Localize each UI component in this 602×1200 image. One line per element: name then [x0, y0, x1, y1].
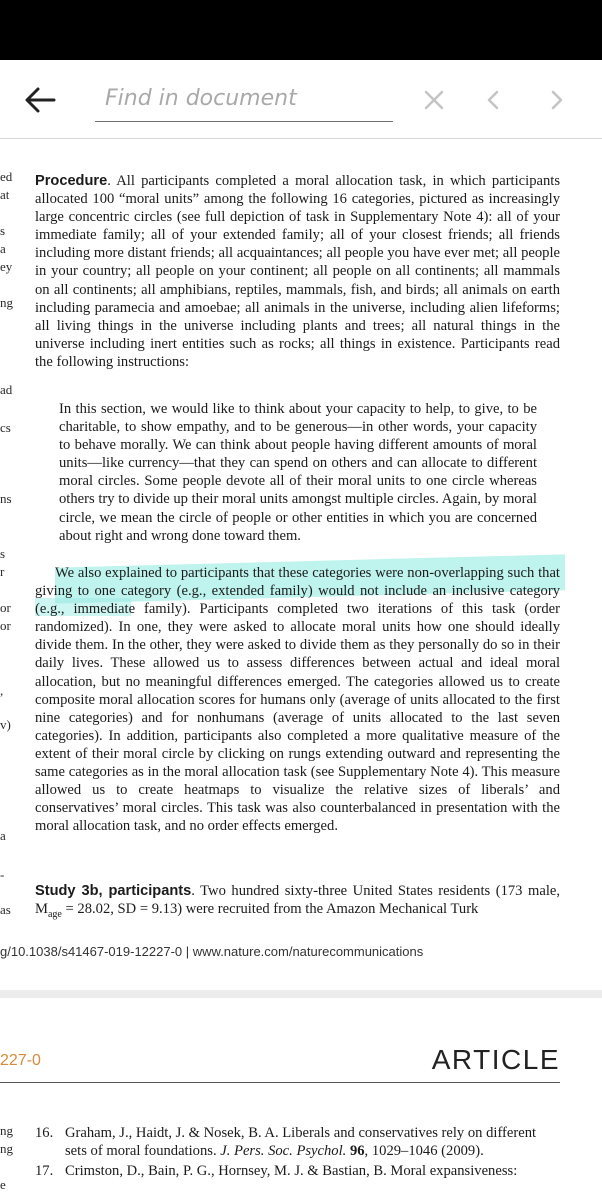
margin-fragment: ey — [0, 259, 13, 274]
margin-fragment: or — [0, 600, 11, 615]
reference-journal: J. Pers. Soc. Psychol. — [220, 1143, 347, 1160]
study-text: . Two hundred sixty-three United States residents (173 male, M — [35, 883, 561, 918]
header-rule — [0, 1082, 560, 1083]
article-label: ARTICLE — [431, 1044, 560, 1075]
instructions-quote — [59, 400, 537, 545]
back-arrow-icon[interactable] — [22, 84, 58, 116]
procedure-paragraph — [35, 172, 560, 371]
status-bar — [0, 0, 602, 60]
reference-text: Graham, J., Haidt, J. & Nosek, B. A. Liberals and conservatives rely on different sets of moral foundations. — [65, 1125, 537, 1160]
reference-volume: 96 — [349, 1143, 365, 1160]
margin-fragment: or — [0, 618, 11, 633]
margin-fragment: ng — [0, 1141, 13, 1156]
margin-fragment: ng — [0, 1123, 13, 1138]
procedure-text: . All participants completed a moral allocation task, in which participants allocated 100 “moral units” among the following 16 categories, pictured as increasingly large concentric circles (see full depiction of task in Supplementary Note 4): all of your immediate family; all of your extended family; all of your closest friends; all friends including more distant friends; all acquaintances; all people you have ever met; all people in your country; all people on your continent; all people on all continents; all mammals on all continents; all amphibians, reptiles, mammals, fish, and birds; all animals on earth including paramecia and amoebae; all animals in the universe, including alien lifeforms; all living things in the universe including plants and trees; all natural things in the universe including inert entities such as rocks; all things in existence. Participants read the following instructions: — [35, 173, 560, 370]
margin-fragment: ns — [0, 491, 12, 506]
chevron-right-icon[interactable] — [542, 86, 570, 114]
references-list — [35, 1124, 560, 1182]
reference-pages: , 1029–1046 (2009). — [364, 1143, 484, 1160]
margin-fragment: , — [0, 683, 4, 698]
reference-number: 17. — [35, 1163, 54, 1180]
page-separator — [0, 990, 602, 998]
doi-footer: g/10.1038/s41467-019-12227-0 | www.nature.com/naturecommunications — [0, 944, 424, 959]
margin-fragment: - — [0, 867, 5, 882]
continuation-text: (e.g., immediate family). Participants completed two iterations of this task (order randomized). In one, they were asked to allocate moral units how one should ideally divide them. In the other, they were asked to divide them as they personally do so in their daily lives. These allowed us to assess differences between actual and ideal moral allocation, but no meaningful differences emerged. The categories allowed us to create composite moral allocation scores for humans only (average of units allocated to the first nine categories) and for nonhumans (average of units allocated to the last seven categories). In addition, participants also completed a more qualitative measure of the extent of their moral circle by clicking on rungs extending outward and representing the same categories as in the moral allocation task (see Supplementary Note 4). This measure allowed us to create heatmaps to visualize the relative sizes of liberals’ and conservatives’ moral circles. This task was also counterbalanced in presentation with the moral allocation task, and no order effects emerged. — [35, 601, 560, 835]
highlighted-text[interactable]: We also explained to participants that these categories were non-overlapping such that giving to one category (e.g., extended family) would not include an inclusive category — [35, 565, 560, 600]
search-input[interactable] — [95, 82, 393, 122]
margin-fragment: cs — [0, 420, 11, 435]
margin-fragment: at — [0, 187, 10, 202]
close-icon[interactable] — [420, 86, 448, 114]
margin-fragment: as — [0, 902, 11, 917]
margin-fragment: s — [0, 223, 6, 238]
margin-fragment: ed — [0, 169, 13, 184]
reference-item — [35, 1124, 560, 1160]
article-id-fragment: 227-0 — [0, 1052, 41, 1069]
margin-fragment: e — [0, 1177, 6, 1192]
margin-fragment: r — [0, 564, 5, 579]
reference-item — [35, 1162, 560, 1180]
continuation-paragraph — [35, 564, 560, 835]
margin-fragment: a — [0, 241, 6, 256]
margin-fragment: ad — [0, 382, 13, 397]
reference-number: 16. — [35, 1125, 54, 1141]
procedure-heading: Procedure — [35, 173, 108, 189]
study-paragraph — [35, 882, 560, 924]
margin-fragment: a — [0, 828, 6, 843]
study-text-after: = 28.02, SD = 9.13) were recruited from the Amazon Mechanical Turk — [61, 901, 479, 918]
margin-fragment: v) — [0, 717, 11, 732]
chevron-left-icon[interactable] — [480, 86, 508, 114]
margin-fragment: s — [0, 546, 6, 561]
study-heading: Study 3b, participants — [35, 883, 192, 899]
quote-text: In this section, we would like to think about your capacity to help, to give, to be charitable, to show empathy, and to be generous—in other words, your capacity to behave morally. We can think about people having different amounts of moral units—like currency—that they can spend on others and can allocate to different moral circles. Some people devote all of their moral units to one circle whereas others try to divide up their moral units amongst multiple circles. Again, by moral circle, we mean the circle of people or other entities in which you are concerned about right and wrong done toward them. — [59, 401, 537, 544]
margin-fragment: ng — [0, 295, 13, 310]
find-in-document-bar — [0, 60, 602, 139]
study-subscript: age — [47, 909, 62, 920]
reference-text: Crimston, D., Bain, P. G., Hornsey, M. J. & Bastian, B. Moral expansiveness: — [65, 1163, 518, 1180]
